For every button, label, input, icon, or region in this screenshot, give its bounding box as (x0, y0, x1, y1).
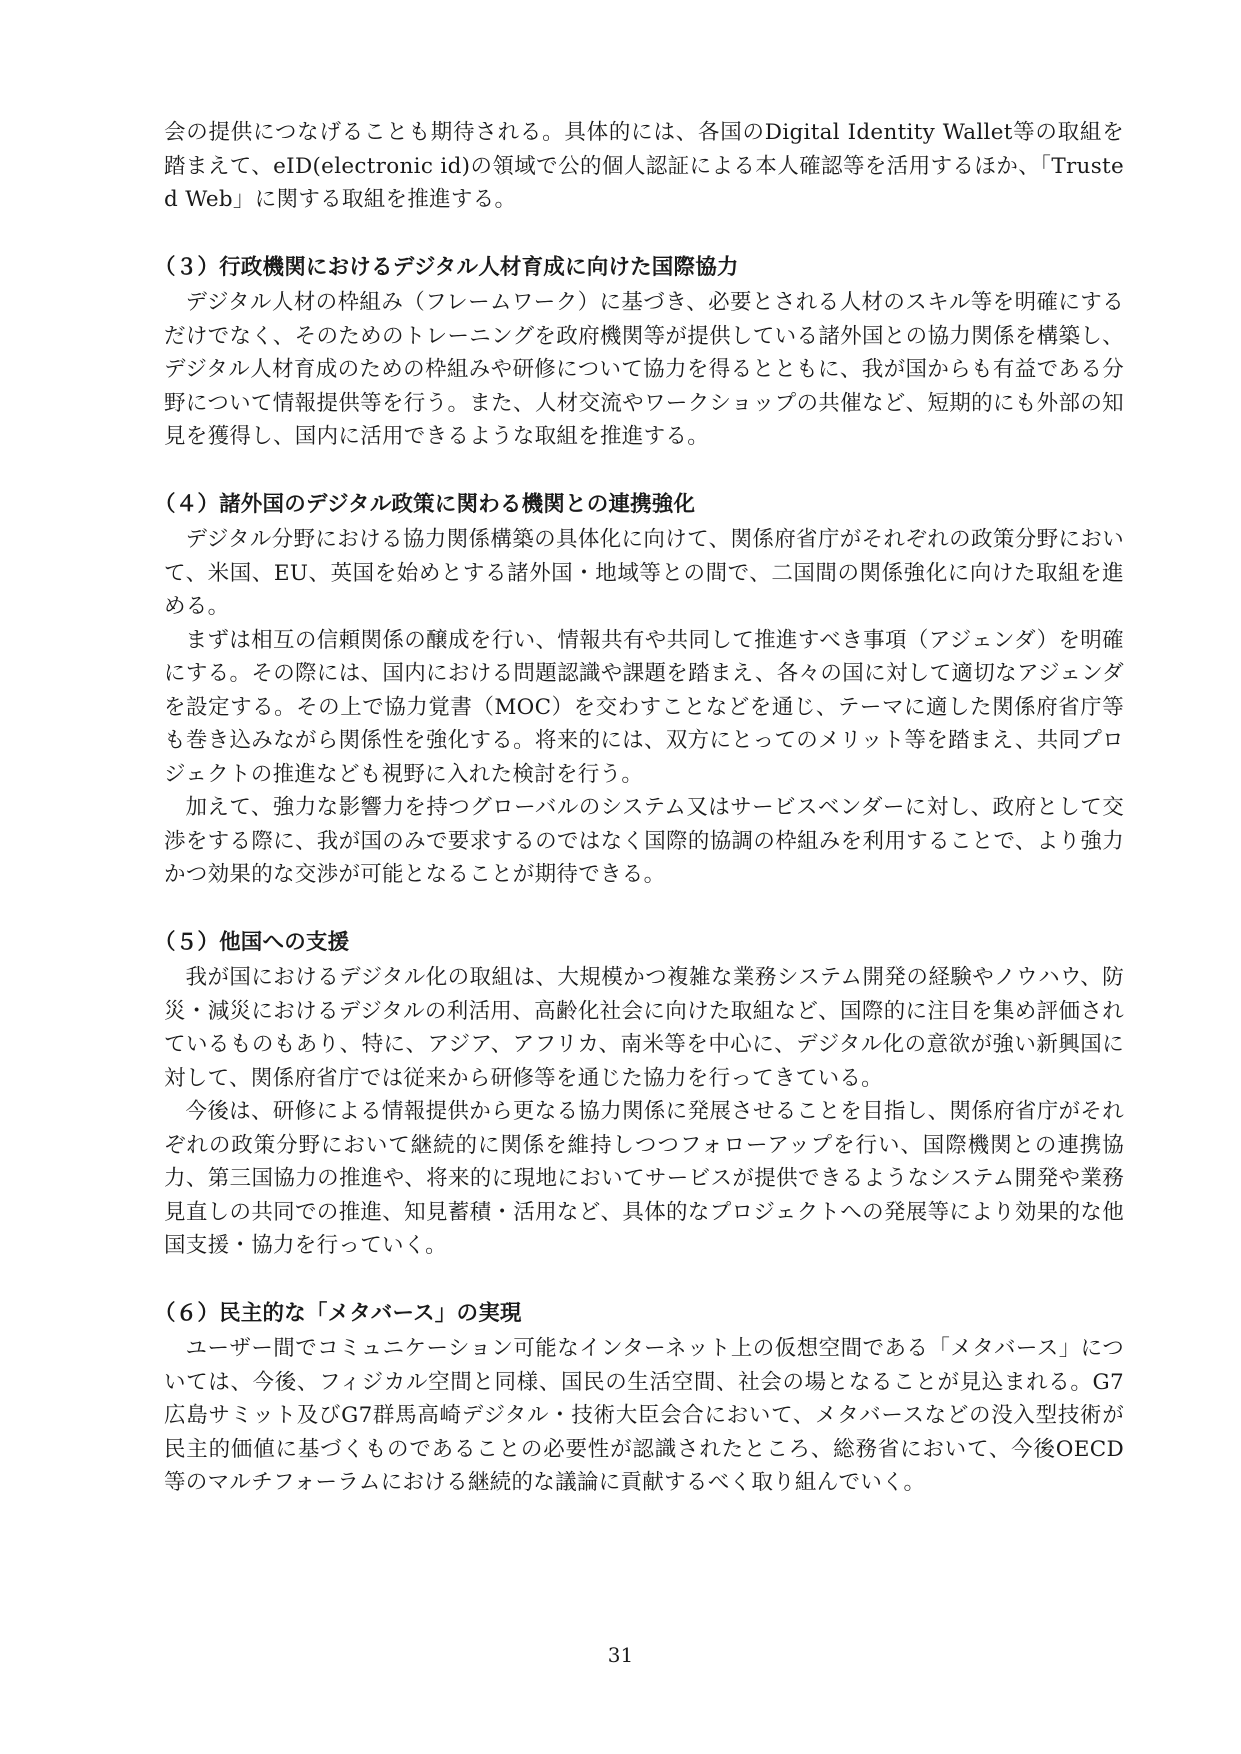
section-5 (154, 926, 1124, 1263)
page-number: 31 (607, 1643, 634, 1667)
section-3 (154, 251, 1124, 454)
section-paragraph: 加えて、強力な影響力を持つグローバルのシステム又はサービスベンダーに対し、政府として交渉をする際に、我が国のみで要求するのではなく国際的協調の枠組みを利用することで、より強力かつ効果的な交渉が可能となることが期待できる。 (164, 795, 1124, 887)
section-heading: （３）行政機関におけるデジタル人材育成に向けた国際協力 (154, 254, 739, 280)
section-paragraph: 我が国におけるデジタル化の取組は、大規模かつ複雑な業務システム開発の経験やノウハウ、防災・減災におけるデジタルの利活用、高齢化社会に向けた取組など、国際的に注目を集め評価されているものもあり、特に、アジア、アフリカ、南米等を中心に、デジタル化の意欲が強い新興国に対して、関係府省庁では従来から研修等を通じた協力を行ってきている。 (164, 965, 1124, 1091)
section-heading: （６）民主的な「メタバース」の実現 (154, 1300, 522, 1326)
intro-paragraph: 会の提供につなげることも期待される。具体的には、各国のDigital Identity Wallet等の取組を踏まえて、eID(electronic id)の領域で公的個人認証による本人確認等を活用するほか、「Trusted Web」に関する取組を推進する。 (164, 120, 1124, 212)
section-6 (154, 1297, 1124, 1500)
section-heading: （５）他国への支援 (154, 929, 350, 955)
section-4 (154, 488, 1124, 892)
section-paragraph: 今後は、研修による情報提供から更なる協力関係に発展させることを目指し、関係府省庁がそれぞれの政策分野において継続的に関係を維持しつつフォローアップを行い、国際機関との連携協力、第三国協力の推進や、将来的に現地においてサービスが提供できるようなシステム開発や業務見直しの共同での推進、知見蓄積・活用など、具体的なプロジェクトへの発展等により効果的な他国支援・協力を行っていく。 (164, 1099, 1124, 1258)
section-heading: （４）諸外国のデジタル政策に関わる機関との連携強化 (154, 491, 696, 517)
section-paragraph: デジタル人材の枠組み（フレームワーク）に基づき、必要とされる人材のスキル等を明確にするだけでなく、そのためのトレーニングを政府機関等が提供している諸外国との協力関係を構築し、デジタル人材育成のための枠組みや研修について協力を得るとともに、我が国からも有益である分野について情報提供等を行う。また、人材交流やワークショップの共催など、短期的にも外部の知見を獲得し、国内に活用できるような取組を推進する。 (164, 290, 1124, 449)
section-paragraph: まずは相互の信頼関係の醸成を行い、情報共有や共同して推進すべき事項（アジェンダ）を明確にする。その際には、国内における問題認識や課題を踏まえ、各々の国に対して適切なアジェンダを設定する。その上で協力覚書（MOC）を交わすことなどを通じ、テーマに適した関係府省庁等も巻き込みながら関係性を強化する。将来的には、双方にとってのメリット等を踏まえ、共同プロジェクトの推進なども視野に入れた検討を行う。 (164, 627, 1124, 787)
section-paragraph: デジタル分野における協力関係構築の具体化に向けて、関係府省庁がそれぞれの政策分野において、米国、EU、英国を始めとする諸外国・地域等との間で、二国間の関係強化に向けた取組を進める。 (164, 527, 1124, 619)
page-content (154, 116, 1124, 1500)
section-paragraph: ユーザー間でコミュニケーション可能なインターネット上の仮想空間である「メタバース」については、今後、フィジカル空間と同様、国民の生活空間、社会の場となることが見込まれる。G7広島サミット及びG7群馬高崎デジタル・技術大臣会合において、メタバースなどの没入型技術が民主的価値に基づくものであることの必要性が認識されたところ、総務省において、今後OECD等のマルチフォーラムにおける継続的な議論に貢献するべく取り組んでいく。 (164, 1336, 1124, 1495)
